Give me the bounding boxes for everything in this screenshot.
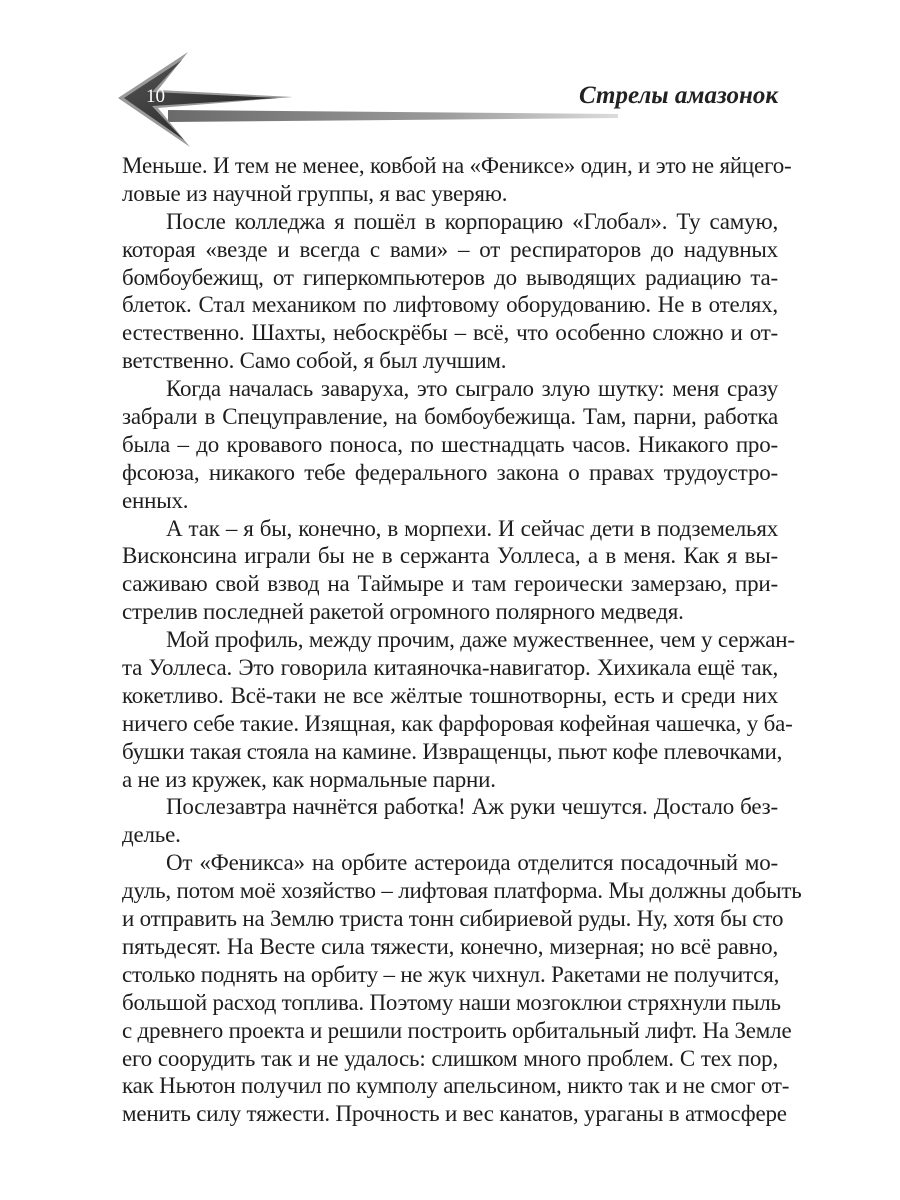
- text-line: менить силу тяжести. Прочность и вес канатов, ураганы в атмосфере: [122, 1101, 787, 1127]
- text-line: его соорудить так и не удалось: слишком много проблем. С тех пор,: [122, 1045, 778, 1071]
- text-line: блеток. Стал механиком по лифтовому оборудованию. Не в отелях,: [122, 292, 778, 318]
- text-line: естественно. Шахты, небоскрёбы – всё, что особенно сложно и от-: [122, 320, 778, 346]
- text-line: стрелив последней ракетой огромного полярного медведя.: [122, 599, 684, 625]
- text-line: саживаю свой взвод на Таймыре и там героически замерзаю, при-: [122, 571, 778, 597]
- paragraph-first-line: А так – я бы, конечно, в морпехи. И сейчас дети в подземельях: [166, 515, 778, 541]
- paragraph-first-line: Когда началась заваруха, это сыграло злую шутку: меня сразу: [166, 376, 778, 402]
- text-line: дуль, потом моё хозяйство – лифтовая платформа. Мы должны добыть: [122, 878, 802, 904]
- text-line: как Ньютон получил по кумполу апельсином, никто так и не смог от-: [122, 1073, 790, 1099]
- running-header-title: Стрелы амазонок: [579, 82, 778, 109]
- text-line: бомбоубежищ, от гиперкомпьютеров до выводящих радиацию та-: [122, 264, 778, 290]
- text-line: кокетливо. Всё-таки не все жёлтые тошнотворны, есть и среди них: [122, 682, 778, 708]
- text-line: а не из кружек, как нормальные парни.: [122, 766, 496, 792]
- text-line: столько поднять на орбиту – не жук чихнул. Ракетами не получится,: [122, 961, 780, 987]
- paragraph-first-line: После колледжа я пошёл в корпорацию «Глобал». Ту самую,: [166, 208, 778, 234]
- text-line: ничего себе такие. Изящная, как фарфоровая кофейная чашечка, у ба-: [122, 710, 793, 736]
- text-line: с древнего проекта и решили построить орбитальный лифт. На Земле: [122, 1017, 792, 1043]
- arrow-shaft-bar: [168, 110, 618, 122]
- text-line: та Уоллеса. Это говорила китаяночка-навигатор. Хихикала ещё так,: [122, 655, 778, 681]
- text-line: фсоюза, никакого тебе федерального закона о правах трудоустро-: [122, 459, 778, 485]
- header-arrow-ornament: [118, 52, 638, 147]
- page-number: 10: [146, 86, 165, 107]
- text-line: Меньше. И тем не менее, ковбой на «Фениксе» один, и это не яйцего-: [122, 153, 792, 178]
- text-line: Висконсина играли бы не в сержанта Уоллеса, а в меня. Как я вы-: [122, 543, 778, 569]
- text-line: бушки такая стояла на камине. Извращенцы, пьют кофе плевочками,: [122, 738, 783, 764]
- paragraph-first-line: От «Феникса» на орбите астероида отделится посадочный мо-: [166, 850, 778, 876]
- text-line: была – до кровавого поноса, по шестнадцать часов. Никакого про-: [122, 431, 778, 457]
- text-line: ловые из научной группы, я вас уверяю.: [122, 180, 508, 206]
- paragraph-first-line: Мой профиль, между прочим, даже мужественнее, чем у сержан-: [166, 627, 795, 653]
- paragraph-first-line: Послезавтра начнётся работка! Аж руки чешутся. Достало без-: [166, 794, 778, 820]
- text-line: енных.: [122, 487, 189, 513]
- text-line: большой расход топлива. Поэтому наши мозгоклюи стряхнули пыль: [122, 989, 781, 1015]
- text-line: забрали в Спецуправление, на бомбоубежища. Там, парни, работка: [122, 404, 778, 430]
- text-line: пятьдесят. На Весте сила тяжести, конечно, мизерная; но всё равно,: [122, 933, 778, 959]
- body-text: [122, 152, 802, 1128]
- text-line: которая «везде и всегда с вами» – от респираторов до надувных: [122, 236, 778, 262]
- text-line: ветственно. Само собой, я был лучшим.: [122, 348, 507, 374]
- text-line: и отправить на Землю триста тонн сибириевой руды. Ну, хотя бы сто: [122, 906, 784, 932]
- text-line: делье.: [122, 822, 181, 848]
